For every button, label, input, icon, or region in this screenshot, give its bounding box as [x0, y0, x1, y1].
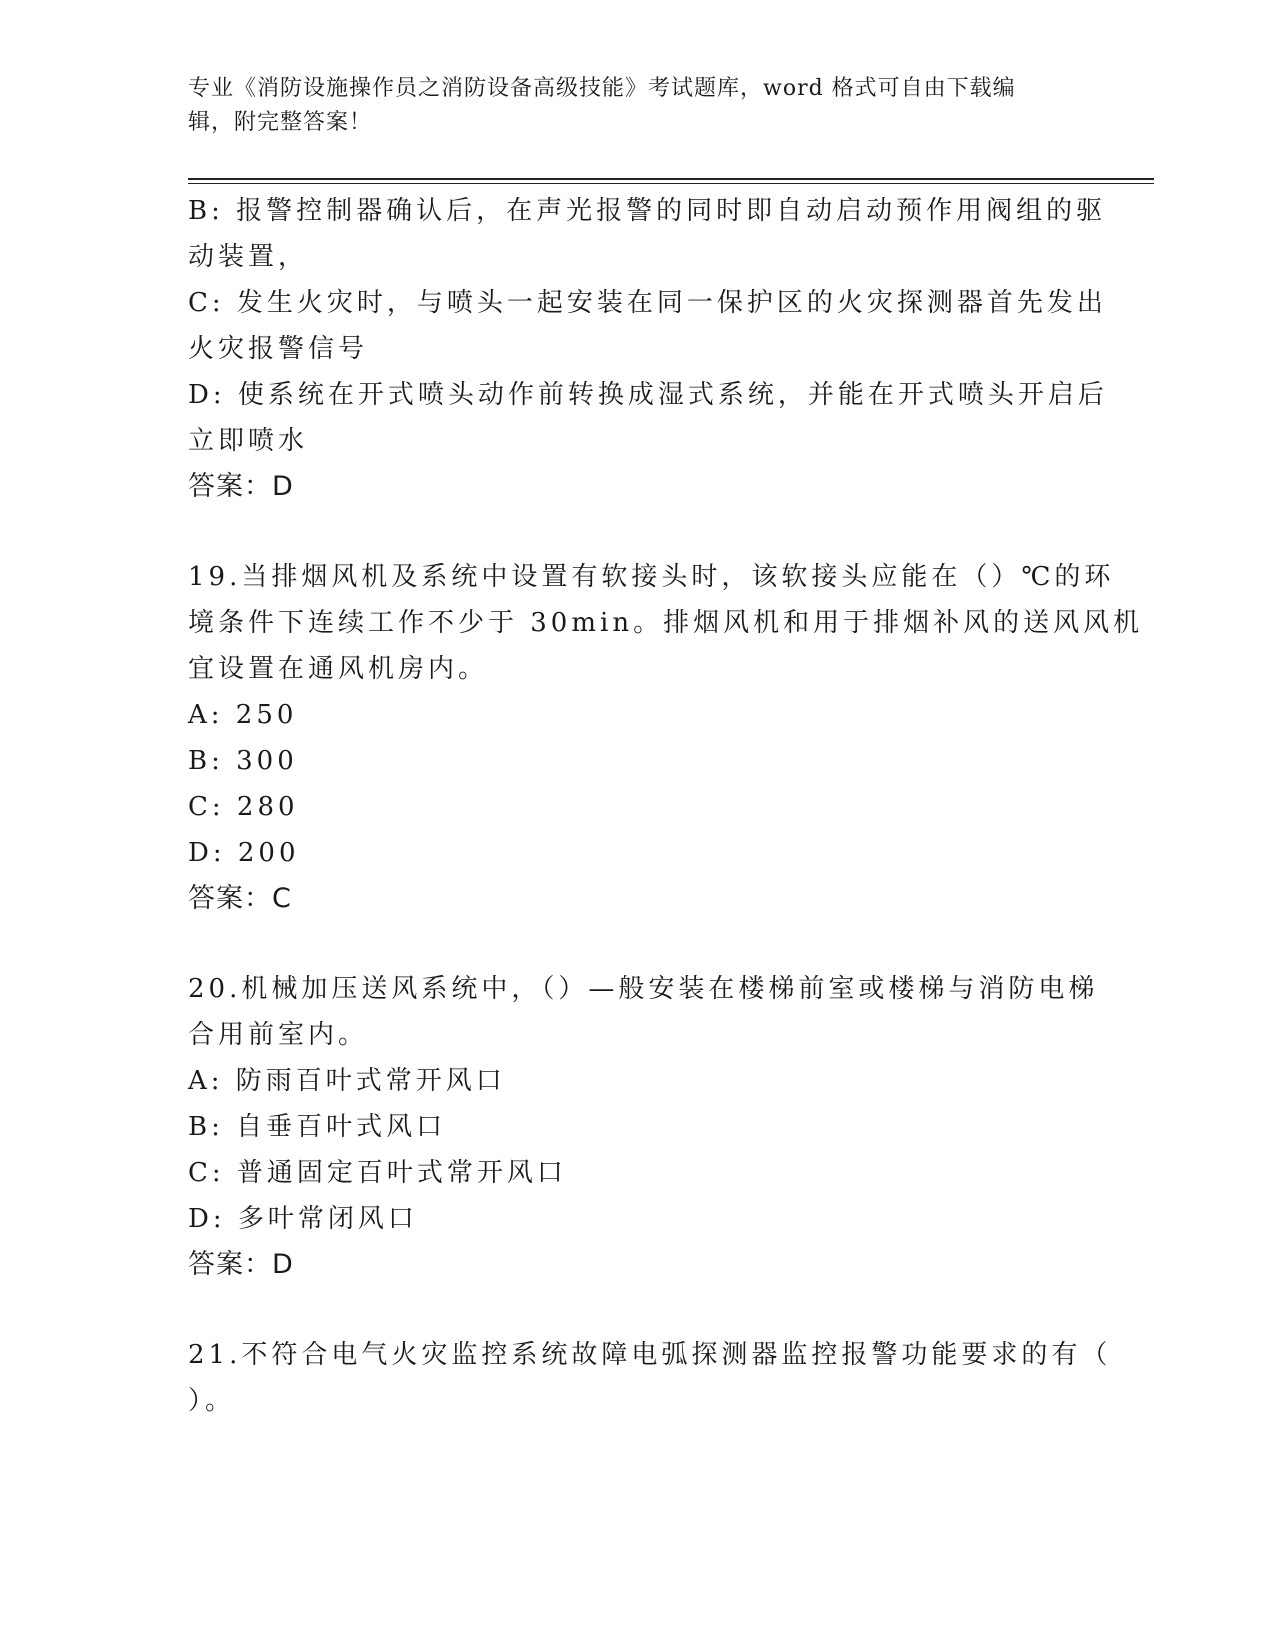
header-divider-thick	[188, 178, 1154, 180]
spacer	[188, 922, 1088, 966]
question-19-option-a: A: 250	[188, 700, 298, 730]
document-header	[188, 72, 1088, 140]
question-block-20	[188, 966, 1099, 1288]
question-19-option-c: C: 280	[188, 792, 299, 822]
question-20-option-a: A: 防雨百叶式常开风口	[188, 1066, 506, 1096]
option-c-line-1: C: 发生火灾时，与喷头一起安装在同一保护区的火灾探测器首先发出	[188, 288, 1107, 318]
header-line-1: 专业《消防设施操作员之消防设备高级技能》考试题库，word 格式可自由下载编	[188, 76, 1016, 101]
option-d-line-1: D: 使系统在开式喷头动作前转换成湿式系统，并能在开式喷头开启后	[188, 380, 1108, 410]
header-line-2: 辑，附完整答案！	[188, 110, 373, 135]
question-19-option-d: D: 200	[188, 838, 300, 868]
answer-label: 答案：D	[188, 471, 294, 502]
question-block-21	[188, 1332, 1112, 1424]
question-block-previous	[188, 188, 1108, 510]
question-block-19	[188, 554, 1144, 922]
spacer	[188, 510, 1088, 554]
question-19-line-1: 19.当排烟风机及系统中设置有软接头时，该软接头应能在（）℃的环	[188, 562, 1115, 592]
option-c-line-2: 火灾报警信号	[188, 334, 369, 364]
option-d-line-2: 立即喷水	[188, 426, 309, 456]
question-19-line-2: 境条件下连续工作不少于 30min。排烟风机和用于排烟补风的送风风机	[188, 608, 1144, 638]
spacer	[188, 1288, 1088, 1332]
question-19-answer: 答案：C	[188, 883, 292, 914]
question-19-line-3: 宜设置在通风机房内。	[188, 654, 489, 684]
question-20-line-1: 20.机械加压送风系统中，（）—般安装在楼梯前室或楼梯与消防电梯	[188, 974, 1099, 1004]
question-21-line-2: ）。	[188, 1386, 236, 1416]
question-20-line-2: 合用前室内。	[188, 1020, 369, 1050]
question-19-option-b: B: 300	[188, 746, 298, 776]
question-20-option-b: B: 自垂百叶式风口	[188, 1112, 447, 1142]
document-body	[188, 188, 1144, 1424]
question-21-line-1: 21.不符合电气火灾监控系统故障电弧探测器监控报警功能要求的有（	[188, 1340, 1112, 1370]
option-b-line-1: B: 报警控制器确认后，在声光报警的同时即自动启动预作用阀组的驱	[188, 196, 1107, 226]
question-20-option-c: C: 普通固定百叶式常开风口	[188, 1158, 567, 1188]
question-20-option-d: D: 多叶常闭风口	[188, 1204, 418, 1234]
header-divider-thin	[188, 183, 1154, 184]
question-20-answer: 答案：D	[188, 1249, 294, 1280]
option-b-line-2: 动装置，	[188, 242, 309, 272]
